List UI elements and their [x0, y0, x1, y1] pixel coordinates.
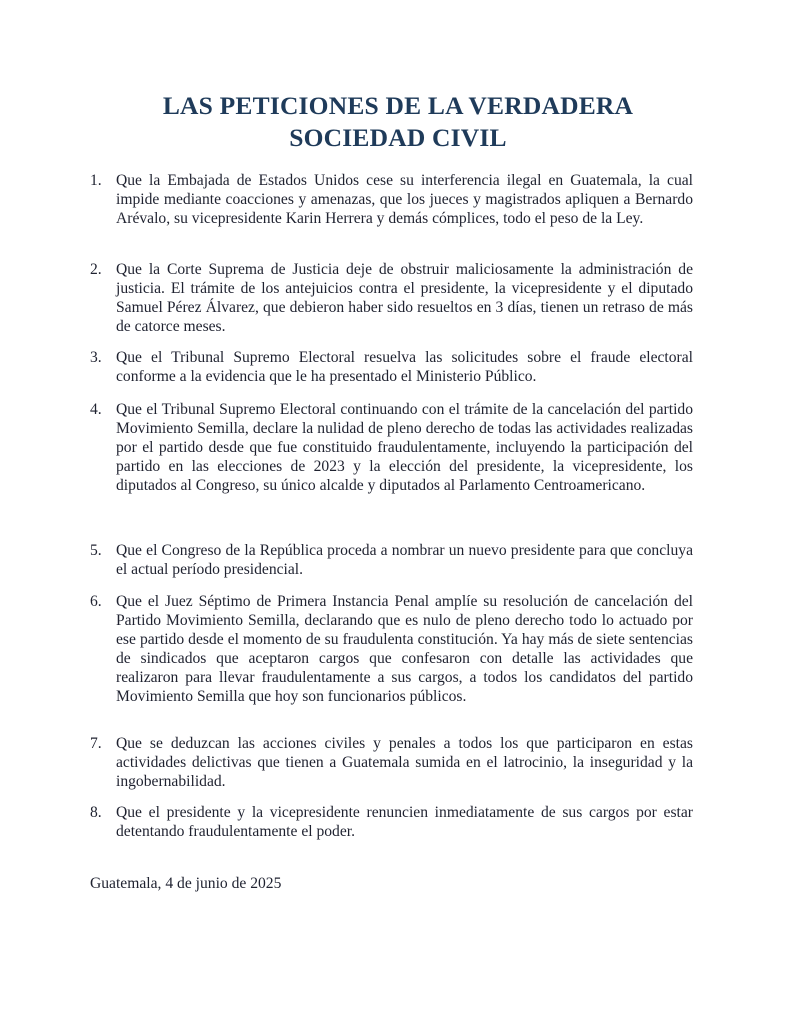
petition-text: Que se deduzcan las acciones civiles y penales a todos los que participaron en estas actividades delictivas que tienen a Guatemala sumida en el latrocinio, la inseguridad y la ingobernabilidad.: [116, 735, 693, 790]
petition-item-2: [90, 260, 693, 336]
title-line-2: SOCIEDAD CIVIL: [289, 123, 507, 152]
petition-text: Que el presidente y la vicepresidente renuncien inmediatamente de sus cargos por estar detentando fraudulentamente el poder.: [116, 804, 693, 840]
petition-number: 2.: [90, 261, 102, 278]
petition-number: 5.: [90, 542, 102, 559]
title-line-1: LAS PETICIONES DE LA VERDADERA: [162, 91, 634, 120]
petition-number: 7.: [90, 735, 102, 752]
petition-item-5: [90, 541, 693, 579]
petition-number: 3.: [90, 349, 102, 366]
petition-item-6: [90, 592, 693, 706]
petition-item-4: [90, 400, 693, 495]
date-place-footer: Guatemala, 4 de junio de 2025: [90, 875, 282, 892]
petition-number: 6.: [90, 593, 102, 610]
petition-number: 8.: [90, 804, 102, 821]
petition-item-7: [90, 734, 693, 791]
petition-item-8: [90, 803, 693, 841]
document-title: [0, 90, 796, 154]
petition-text: Que la Embajada de Estados Unidos cese su interferencia ilegal en Guatemala, la cual impide mediante coacciones y amenazas, que los jueces y magistrados apliquen a Bernardo Arévalo, su vicepresidente Karin Herrera y demás cómplices, todo el peso de la Ley.: [116, 172, 693, 227]
petition-item-1: [90, 171, 693, 228]
petition-text: Que el Tribunal Supremo Electoral resuelva las solicitudes sobre el fraude electoral conforme a la evidencia que le ha presentado el Ministerio Público.: [116, 349, 693, 385]
petition-item-3: [90, 348, 693, 386]
petition-text: Que el Tribunal Supremo Electoral continuando con el trámite de la cancelación del partido Movimiento Semilla, declare la nulidad de pleno derecho de todas las actividades realizadas por el partido desde que fue constituido fraudulentamente, incluyendo la participación del partido en las elecciones de 2023 y la elección del presidente, la vicepresidente, los diputados al Congreso, su único alcalde y diputados al Parlamento Centroamericano.: [116, 401, 693, 494]
petition-number: 4.: [90, 401, 102, 418]
petition-text: Que la Corte Suprema de Justicia deje de obstruir maliciosamente la administración de justicia. El trámite de los antejuicios contra el presidente, la vicepresidente y el diputado Samuel Pérez Álvarez, que debieron haber sido resueltos en 3 días, tienen un retraso de más de catorce meses.: [116, 261, 693, 335]
petition-text: Que el Juez Séptimo de Primera Instancia Penal amplíe su resolución de cancelación del Partido Movimiento Semilla, declarando que es nulo de pleno derecho todo lo actuado por ese partido desde el momento de su fraudulenta constitución. Ya hay más de siete sentencias de sindicados que aceptaron cargos que confesaron con detalle las actividades que realizaron para llevar fraudulentamente a sus cargos, a todos los candidatos del partido Movimiento Semilla que hoy son funcionarios públicos.: [116, 593, 693, 705]
petition-text: Que el Congreso de la República proceda a nombrar un nuevo presidente para que concluya el actual período presidencial.: [116, 542, 693, 578]
petition-number: 1.: [90, 172, 102, 189]
